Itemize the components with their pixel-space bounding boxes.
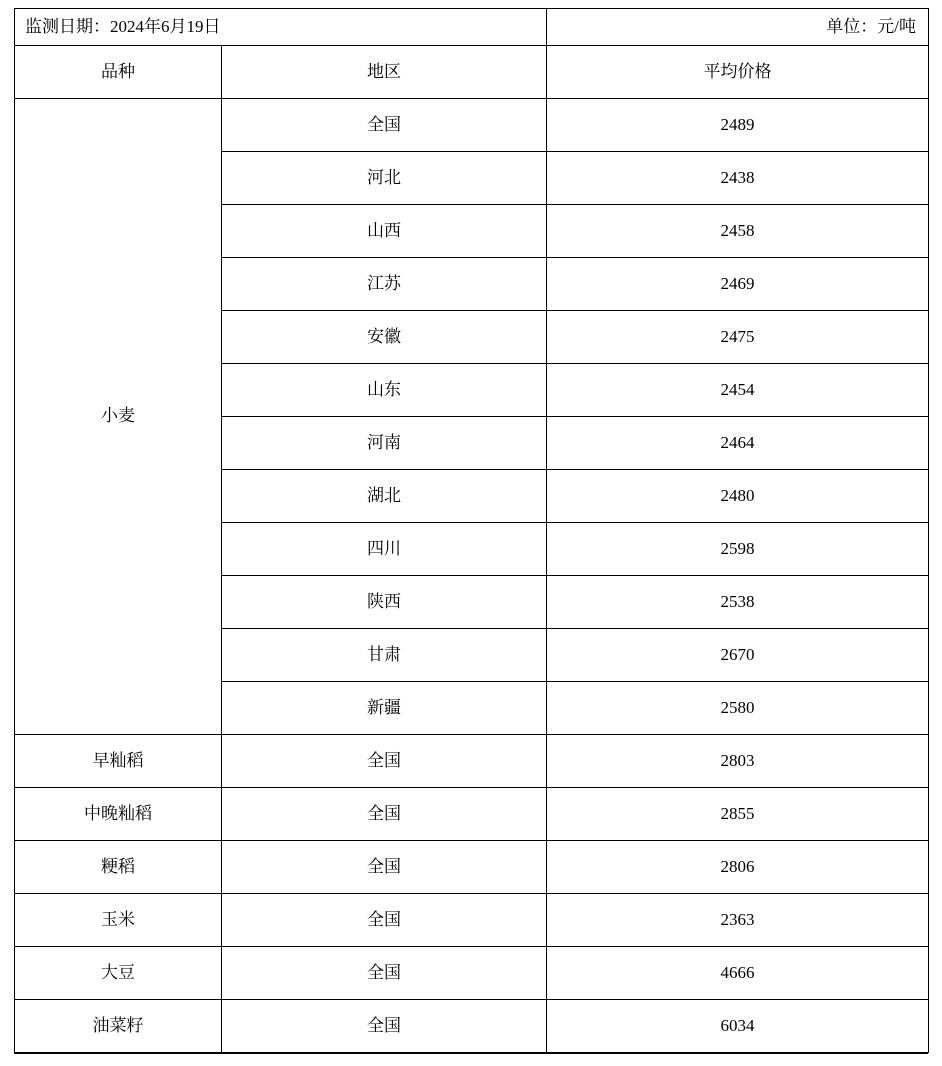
region-cell: 甘肃	[222, 629, 547, 682]
price-cell: 2363	[547, 894, 929, 947]
price-cell: 2469	[547, 258, 929, 311]
header-variety: 品种	[15, 46, 222, 99]
region-cell: 山东	[222, 364, 547, 417]
region-cell: 全国	[222, 1000, 547, 1053]
monitor-date: 监测日期：2024年6月19日	[15, 9, 547, 46]
price-cell: 2454	[547, 364, 929, 417]
price-cell: 2475	[547, 311, 929, 364]
region-cell: 全国	[222, 99, 547, 152]
price-cell: 4666	[547, 947, 929, 1000]
header-region: 地区	[222, 46, 547, 99]
price-cell: 2480	[547, 470, 929, 523]
region-cell: 江苏	[222, 258, 547, 311]
region-cell: 全国	[222, 788, 547, 841]
table-row	[15, 735, 929, 788]
header-average-price: 平均价格	[547, 46, 929, 99]
price-cell: 6034	[547, 1000, 929, 1053]
region-cell: 安徽	[222, 311, 547, 364]
price-cell: 2855	[547, 788, 929, 841]
region-cell: 全国	[222, 841, 547, 894]
table-row	[15, 99, 929, 152]
category-cell: 油菜籽	[15, 1000, 222, 1053]
price-cell: 2438	[547, 152, 929, 205]
price-cell: 2489	[547, 99, 929, 152]
price-cell: 2806	[547, 841, 929, 894]
table-row	[15, 947, 929, 1000]
category-cell: 粳稻	[15, 841, 222, 894]
region-cell: 陕西	[222, 576, 547, 629]
table-row	[15, 788, 929, 841]
category-cell: 早籼稻	[15, 735, 222, 788]
price-cell: 2598	[547, 523, 929, 576]
region-cell: 河北	[222, 152, 547, 205]
header-row	[15, 46, 929, 99]
unit-label: 单位：元/吨	[547, 9, 929, 46]
table-row	[15, 841, 929, 894]
price-cell: 2803	[547, 735, 929, 788]
region-cell: 全国	[222, 735, 547, 788]
category-wheat: 小麦	[15, 99, 222, 735]
region-cell: 新疆	[222, 682, 547, 735]
category-cell: 中晚籼稻	[15, 788, 222, 841]
table-row	[15, 894, 929, 947]
price-cell: 2464	[547, 417, 929, 470]
price-cell: 2580	[547, 682, 929, 735]
region-cell: 湖北	[222, 470, 547, 523]
category-cell: 玉米	[15, 894, 222, 947]
region-cell: 山西	[222, 205, 547, 258]
table-row	[15, 1000, 929, 1053]
meta-row	[15, 9, 929, 46]
category-cell: 大豆	[15, 947, 222, 1000]
price-cell: 2538	[547, 576, 929, 629]
region-cell: 全国	[222, 894, 547, 947]
grain-price-table	[14, 8, 929, 1053]
region-cell: 河南	[222, 417, 547, 470]
region-cell: 四川	[222, 523, 547, 576]
price-cell: 2670	[547, 629, 929, 682]
region-cell: 全国	[222, 947, 547, 1000]
price-cell: 2458	[547, 205, 929, 258]
table-bottom-rule	[14, 1052, 928, 1054]
